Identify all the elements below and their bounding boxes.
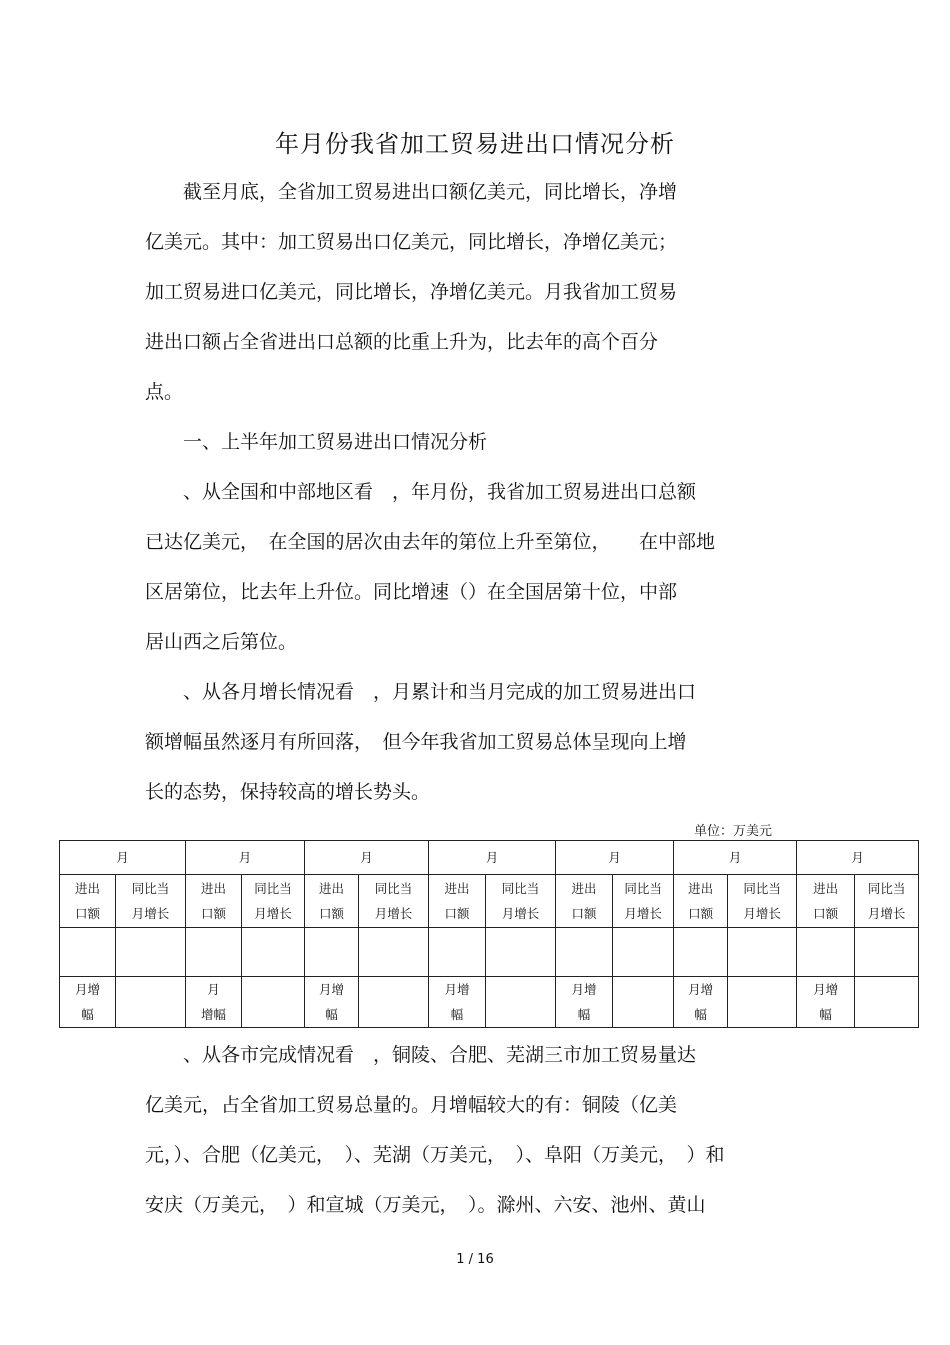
col-header-export-import (556, 875, 613, 928)
section-heading: 一、上半年加工贸易进出口情况分析 (145, 431, 488, 453)
col-header-yoy-growth-text: 同比当 (131, 881, 170, 896)
table-cell-empty (855, 928, 919, 977)
monthly-growth-label (797, 977, 855, 1028)
table-cell-empty (60, 928, 116, 977)
col-header-yoy-growth-text: 月增长 (254, 906, 292, 921)
table-cell-empty (305, 928, 359, 977)
paragraph-line: 长的态势，保持较高的增长势头。 (145, 781, 431, 803)
col-header-yoy-growth-text: 同比当 (867, 881, 906, 896)
col-header-export-import-text: 口额 (444, 906, 470, 921)
col-header-export-import-text: 口额 (688, 906, 714, 921)
table-cell-empty (359, 977, 429, 1028)
table-cell-empty (116, 977, 186, 1028)
table-cell-empty (797, 928, 855, 977)
col-header-yoy-growth (486, 875, 556, 928)
monthly-growth-label-text: 幅 (81, 1007, 94, 1022)
monthly-growth-label (60, 977, 116, 1028)
col-header-yoy-growth (728, 875, 797, 928)
col-header-yoy-growth-text: 同比当 (254, 881, 292, 896)
monthly-growth-label-text: 月增 (813, 982, 839, 997)
monthly-growth-label-text: 月增 (319, 982, 345, 997)
paragraph-line: 、从全国和中部地区看 ，年月份，我省加工贸易进出口总额 (145, 481, 697, 503)
table-cell-empty (486, 928, 556, 977)
col-header-export-import-text: 进出 (688, 881, 714, 896)
monthly-growth-label (429, 977, 486, 1028)
col-header-export-import (305, 875, 359, 928)
monthly-growth-label-text: 幅 (694, 1007, 707, 1022)
table-cell-empty (116, 928, 186, 977)
monthly-growth-label-text: 月增 (688, 982, 714, 997)
col-header-export-import (429, 875, 486, 928)
col-header-export-import-text: 口额 (319, 906, 345, 921)
monthly-table (59, 840, 919, 1028)
table-cell-empty (613, 977, 674, 1028)
col-header-yoy-growth (855, 875, 919, 928)
table-cell-empty (429, 928, 486, 977)
paragraph-line: 亿美元，占全省加工贸易总量的。月增幅较大的有：铜陵（亿美 (145, 1094, 678, 1116)
col-header-yoy-growth-text: 月增长 (374, 906, 413, 921)
monthly-growth-label-text: 增幅 (201, 1007, 227, 1022)
col-header-yoy-growth-text: 同比当 (374, 881, 413, 896)
col-header-export-import-text: 进出 (813, 881, 839, 896)
monthly-growth-label-text: 月增 (74, 982, 100, 997)
paragraph-line: 进出口额占全省进出口总额的比重上升为，比去年的高个百分 (145, 331, 659, 353)
table-cell-empty (674, 928, 728, 977)
col-header-export-import-text: 口额 (201, 906, 227, 921)
table-cell-empty (486, 977, 556, 1028)
col-header-export-import (186, 875, 242, 928)
month-header: 月 (674, 841, 797, 875)
table-cell-empty (359, 928, 429, 977)
month-header: 月 (186, 841, 305, 875)
col-header-yoy-growth-text: 月增长 (624, 906, 662, 921)
table-cell-empty (728, 977, 797, 1028)
col-header-yoy-growth (116, 875, 186, 928)
paragraph-line: 居山西之后第位。 (145, 631, 298, 653)
col-header-yoy-growth-text: 月增长 (501, 906, 540, 921)
monthly-growth-label-text: 月增 (444, 982, 470, 997)
page-number: 1 / 16 (456, 1252, 494, 1267)
monthly-growth-label-text: 月 (207, 982, 220, 997)
month-header: 月 (797, 841, 919, 875)
paragraph-line: 、从各月增长情况看 ，月累计和当月完成的加工贸易进出口 (145, 681, 697, 703)
col-header-yoy-growth-text: 月增长 (131, 906, 170, 921)
month-header: 月 (305, 841, 429, 875)
col-header-yoy-growth-text: 月增长 (743, 906, 781, 921)
monthly-growth-label (556, 977, 613, 1028)
paragraph-line: 已达亿美元， 在全国的居次由去年的第位上升至第位， 在中部地 (145, 531, 716, 553)
paragraph-line: 额增幅虽然逐月有所回落， 但今年我省加工贸易总体呈现向上增 (145, 731, 687, 753)
col-header-export-import (797, 875, 855, 928)
table-cell-empty (186, 928, 242, 977)
paragraph-line: 区居第位，比去年上升位。同比增速（）在全国居第十位，中部 (145, 581, 678, 603)
col-header-export-import-text: 进出 (74, 881, 100, 896)
monthly-growth-label-text: 幅 (450, 1007, 464, 1022)
monthly-growth-label-text: 幅 (819, 1007, 832, 1022)
col-header-export-import-text: 进出 (319, 881, 345, 896)
document-title: 年月份我省加工贸易进出口情况分析 (275, 130, 675, 158)
col-header-yoy-growth (242, 875, 305, 928)
col-header-export-import-text: 口额 (571, 906, 597, 921)
col-header-yoy-growth-text: 同比当 (743, 881, 781, 896)
month-header: 月 (60, 841, 186, 875)
monthly-growth-label-text: 幅 (577, 1007, 591, 1022)
paragraph-line: 截至月底，全省加工贸易进出口额亿美元，同比增长，净增 (145, 181, 678, 203)
table-cell-empty (556, 928, 613, 977)
col-header-yoy-growth-text: 同比当 (501, 881, 540, 896)
col-header-export-import-text: 口额 (813, 906, 839, 921)
monthly-growth-label-text: 幅 (325, 1007, 338, 1022)
table-cell-empty (855, 977, 919, 1028)
paragraph-line: 安庆（万美元， ）和宣城（万美元， ）。滁州、六安、池州、黄山 (145, 1194, 706, 1216)
monthly-growth-label-text: 月增 (571, 982, 597, 997)
table-cell-empty (242, 928, 305, 977)
table-unit-label: 单位：万美元 (694, 824, 773, 839)
col-header-yoy-growth-text: 月增长 (867, 906, 906, 921)
col-header-export-import-text: 进出 (571, 881, 597, 896)
table-cell-empty (728, 928, 797, 977)
paragraph-line: 、从各市完成情况看 ，铜陵、合肥、芜湖三市加工贸易量达 (145, 1044, 697, 1066)
table-cell-empty (242, 977, 305, 1028)
paragraph-line: 加工贸易进口亿美元，同比增长，净增亿美元。月我省加工贸易 (145, 281, 678, 303)
col-header-yoy-growth-text: 同比当 (624, 881, 662, 896)
col-header-export-import (60, 875, 116, 928)
monthly-growth-label (305, 977, 359, 1028)
col-header-export-import (674, 875, 728, 928)
col-header-export-import-text: 口额 (74, 906, 100, 921)
monthly-growth-label (186, 977, 242, 1028)
col-header-yoy-growth (613, 875, 674, 928)
col-header-yoy-growth (359, 875, 429, 928)
col-header-export-import-text: 进出 (201, 881, 227, 896)
month-header: 月 (556, 841, 674, 875)
monthly-growth-label (674, 977, 728, 1028)
month-header: 月 (429, 841, 556, 875)
table-cell-empty (613, 928, 674, 977)
paragraph-line: 元，）、合肥（亿美元， ）、芜湖（万美元， ）、阜阳（万美元， ）和 (145, 1144, 725, 1166)
paragraph-line: 点。 (145, 381, 184, 403)
col-header-export-import-text: 进出 (444, 881, 470, 896)
paragraph-line: 亿美元。其中：加工贸易出口亿美元，同比增长，净增亿美元； (145, 231, 678, 253)
